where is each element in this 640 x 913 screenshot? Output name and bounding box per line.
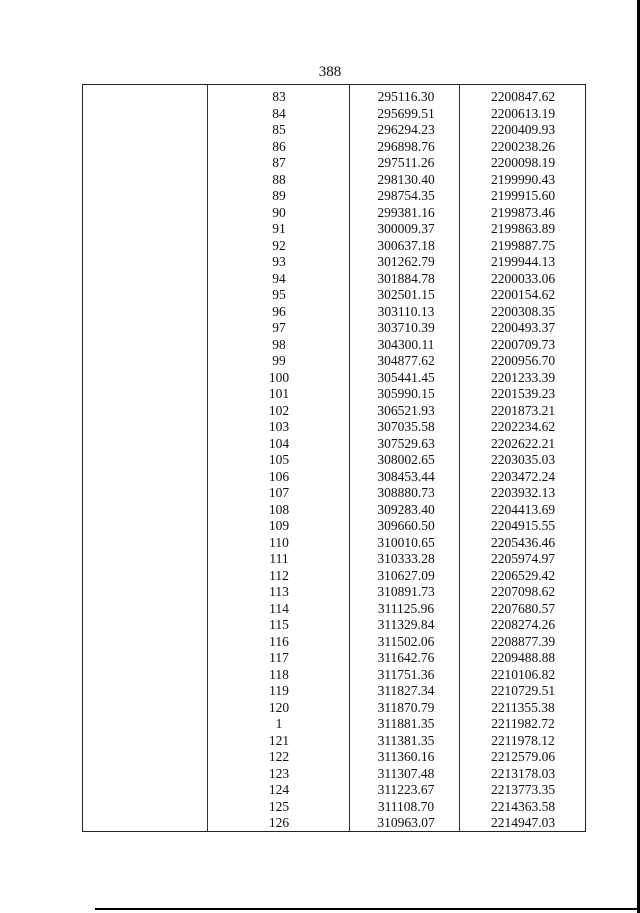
y-coordinate-cell: 2202622.21 [490,435,556,451]
x-coordinate-cell: 298754.35 [377,188,435,203]
point-number-cell: 104 [268,435,290,451]
y-coordinate-cell: 2199944.13 [490,254,556,269]
y-coordinate-cell: 2204413.69 [490,501,556,517]
x-coordinate-cell: 300009.37 [377,221,435,236]
table-row [83,122,585,139]
table-row [83,337,585,354]
x-coordinate-cell: 311307.48 [377,765,435,781]
y-coordinate-cell: 2201873.21 [490,402,556,418]
table-row [83,221,585,238]
x-coordinate-cell: 304300.11 [377,336,435,352]
table-row [83,188,585,205]
point-number-cell: 126 [268,815,290,830]
x-coordinate-cell: 309660.50 [377,518,435,533]
point-number-cell: 106 [268,468,290,484]
y-coordinate-cell: 2200409.93 [490,122,556,137]
point-number-cell: 122 [268,749,290,764]
y-coordinate-cell: 2205436.46 [490,534,556,550]
point-number-cell: 115 [269,617,289,632]
table-row [83,106,585,123]
x-coordinate-cell: 306521.93 [377,402,435,418]
y-coordinate-cell: 2211355.38 [491,699,555,715]
point-number-cell: 123 [268,765,290,781]
y-coordinate-cell: 2207098.62 [490,584,556,599]
table-row [83,749,585,766]
point-number-cell: 113 [269,584,289,599]
y-coordinate-cell: 2209488.88 [490,650,556,665]
point-number-cell: 108 [268,501,290,517]
table-row [83,766,585,783]
table-row [83,139,585,156]
y-coordinate-cell: 2200238.26 [490,138,556,154]
coordinate-table [82,84,586,832]
point-number-cell: 114 [269,600,289,616]
point-number-cell: 89 [272,188,286,203]
y-coordinate-cell: 2200154.62 [490,287,556,302]
table-row [83,551,585,568]
x-coordinate-cell: 311223.67 [377,782,435,797]
x-coordinate-cell: 311502.06 [377,633,435,649]
x-coordinate-cell: 305990.15 [377,386,435,401]
y-coordinate-cell: 2211978.12 [491,732,555,748]
point-number-cell: 110 [269,534,289,550]
point-number-cell: 92 [272,237,286,253]
table-row [83,634,585,651]
y-coordinate-cell: 2199863.89 [490,221,556,236]
y-coordinate-cell: 2208274.26 [490,617,556,632]
point-number-cell: 87 [272,155,286,170]
y-coordinate-cell: 2200033.06 [490,270,556,286]
point-number-cell: 112 [269,567,289,583]
table-row [83,452,585,469]
point-number-cell: 100 [268,369,290,385]
x-coordinate-cell: 305441.45 [377,369,435,385]
table-row [83,667,585,684]
y-coordinate-cell: 2213178.03 [490,765,556,781]
point-number-cell: 120 [268,699,290,715]
point-number-cell: 86 [272,138,286,154]
point-number-cell: 124 [268,782,290,797]
y-coordinate-cell: 2204915.55 [490,518,556,533]
point-number-cell: 85 [272,122,286,137]
y-coordinate-cell: 2199915.60 [490,188,556,203]
table-row [83,650,585,667]
point-number-cell: 95 [272,287,286,302]
table-row [83,386,585,403]
point-number-cell: 94 [272,270,286,286]
table-row [83,254,585,271]
table-row [83,353,585,370]
x-coordinate-cell: 311642.76 [377,650,435,665]
x-coordinate-cell: 296294.23 [377,122,435,137]
x-coordinate-cell: 311381.35 [377,732,435,748]
x-coordinate-cell: 308453.44 [377,468,435,484]
y-coordinate-cell: 2203035.03 [490,452,556,467]
x-coordinate-cell: 295116.30 [377,89,435,104]
table-row [83,502,585,519]
point-number-cell: 125 [268,798,290,814]
x-coordinate-cell: 310891.73 [377,584,435,599]
table-row [83,238,585,255]
x-coordinate-cell: 300637.18 [377,237,435,253]
x-coordinate-cell: 311360.16 [377,749,435,764]
table-row [83,89,585,106]
x-coordinate-cell: 311108.70 [377,798,435,814]
table-row [83,617,585,634]
point-number-cell: 117 [269,650,289,665]
table-row [83,320,585,337]
table-row [83,370,585,387]
x-coordinate-cell: 298130.40 [377,171,435,187]
y-coordinate-cell: 2200847.62 [490,89,556,104]
x-coordinate-cell: 311125.96 [377,600,435,616]
y-coordinate-cell: 2213773.35 [490,782,556,797]
y-coordinate-cell: 2200709.73 [490,336,556,352]
y-coordinate-cell: 2200613.19 [490,105,556,121]
x-coordinate-cell: 295699.51 [377,105,435,121]
point-number-cell: 116 [269,633,289,649]
y-coordinate-cell: 2203472.24 [490,468,556,484]
y-coordinate-cell: 2212579.06 [490,749,556,764]
x-coordinate-cell: 311329.84 [377,617,435,632]
point-number-cell: 88 [272,171,286,187]
x-coordinate-cell: 307529.63 [377,435,435,451]
point-number-cell: 102 [268,402,290,418]
x-coordinate-cell: 308002.65 [377,452,435,467]
y-coordinate-cell: 2208877.39 [490,633,556,649]
point-number-cell: 98 [272,336,286,352]
point-number-cell: 103 [268,419,290,434]
y-coordinate-cell: 2200098.19 [490,155,556,170]
x-coordinate-cell: 301884.78 [377,270,435,286]
table-row [83,601,585,618]
y-coordinate-cell: 2201233.39 [490,369,556,385]
y-coordinate-cell: 2199990.43 [490,171,556,187]
x-coordinate-cell: 307035.58 [377,419,435,434]
table-row [83,271,585,288]
bottom-rule [95,908,640,910]
table-row [83,287,585,304]
y-coordinate-cell: 2214363.58 [490,798,556,814]
y-coordinate-cell: 2199887.75 [490,237,556,253]
table-row [83,469,585,486]
x-coordinate-cell: 309283.40 [377,501,435,517]
x-coordinate-cell: 297511.26 [377,155,435,170]
x-coordinate-cell: 310963.07 [377,815,435,830]
y-coordinate-cell: 2200956.70 [490,353,556,368]
y-coordinate-cell: 2211982.72 [491,716,555,731]
table-row [83,799,585,816]
point-number-cell: 93 [272,254,286,269]
x-coordinate-cell: 310333.28 [377,551,435,566]
table-row [83,172,585,189]
point-number-cell: 1 [275,716,283,731]
y-coordinate-cell: 2199873.46 [490,204,556,220]
point-number-cell: 101 [268,386,290,401]
x-coordinate-cell: 302501.15 [377,287,435,302]
x-coordinate-cell: 311881.35 [377,716,435,731]
y-coordinate-cell: 2210729.51 [490,683,556,698]
table-row [83,568,585,585]
x-coordinate-cell: 311870.79 [377,699,435,715]
x-coordinate-cell: 310627.09 [377,567,435,583]
table-row [83,419,585,436]
y-coordinate-cell: 2214947.03 [490,815,556,830]
point-number-cell: 97 [272,320,286,335]
table-row [83,683,585,700]
table-row [83,535,585,552]
y-coordinate-cell: 2210106.82 [490,666,556,682]
y-coordinate-cell: 2201539.23 [490,386,556,401]
point-number-cell: 118 [269,666,289,682]
table-row [83,518,585,535]
y-coordinate-cell: 2206529.42 [490,567,556,583]
y-coordinate-cell: 2203932.13 [490,485,556,500]
table-row [83,155,585,172]
point-number-cell: 121 [268,732,290,748]
point-number-cell: 105 [268,452,290,467]
point-number-cell: 90 [272,204,286,220]
y-coordinate-cell: 2202234.62 [490,419,556,434]
table-row [83,733,585,750]
x-coordinate-cell: 310010.65 [377,534,435,550]
table-row [83,485,585,502]
y-coordinate-cell: 2207680.57 [490,600,556,616]
x-coordinate-cell: 311827.34 [377,683,435,698]
x-coordinate-cell: 296898.76 [377,138,435,154]
table-row [83,205,585,222]
x-coordinate-cell: 303110.13 [377,303,435,319]
point-number-cell: 109 [268,518,290,533]
y-coordinate-cell: 2205974.97 [490,551,556,566]
x-coordinate-cell: 301262.79 [377,254,435,269]
point-number-cell: 99 [272,353,286,368]
x-coordinate-cell: 311751.36 [377,666,435,682]
y-coordinate-cell: 2200308.35 [490,303,556,319]
point-number-cell: 96 [272,303,286,319]
x-coordinate-cell: 308880.73 [377,485,435,500]
point-number-cell: 91 [272,221,286,236]
table-row [83,782,585,799]
table-row [83,716,585,733]
y-coordinate-cell: 2200493.37 [490,320,556,335]
point-number-cell: 84 [272,105,286,121]
point-number-cell: 111 [269,551,289,566]
table-row [83,700,585,717]
table-row [83,584,585,601]
point-number-cell: 107 [268,485,290,500]
table-row [83,304,585,321]
x-coordinate-cell: 304877.62 [377,353,435,368]
point-number-cell: 119 [269,683,289,698]
point-number-cell: 83 [272,89,286,104]
x-coordinate-cell: 303710.39 [377,320,435,335]
page-number: 388 [318,64,342,80]
table-row [83,436,585,453]
table-row [83,815,585,832]
x-coordinate-cell: 299381.16 [377,204,435,220]
table-row [83,403,585,420]
